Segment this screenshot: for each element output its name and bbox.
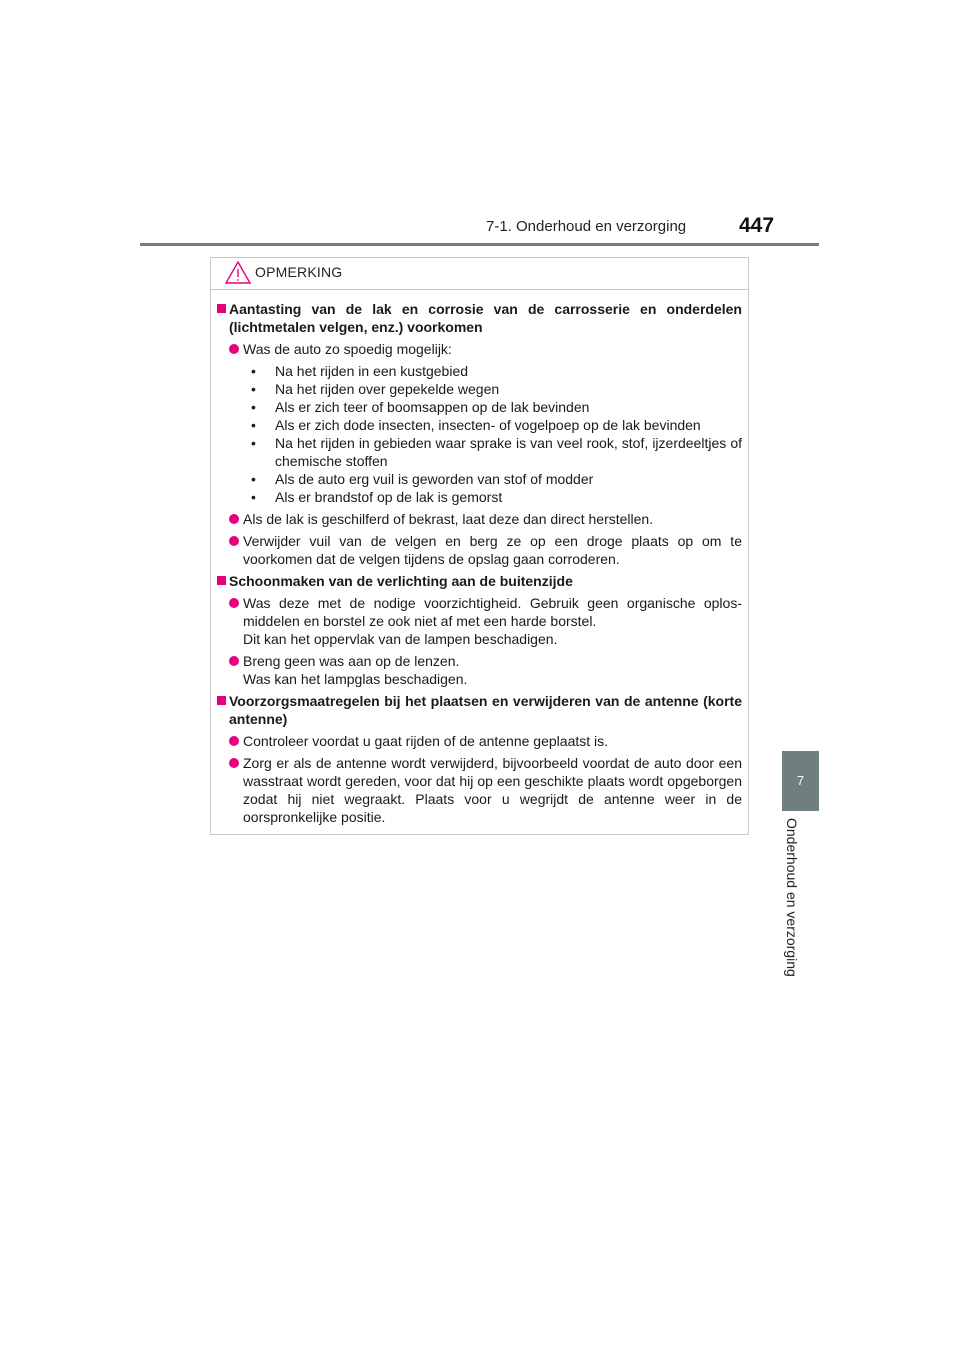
header-divider [140, 243, 819, 246]
list-item: Was de auto zo spoedig mogelijk: [217, 340, 742, 358]
sub-list-item: • Als er zich teer of boomsappen op de lak bevinden [251, 399, 590, 415]
sub-list-item: • Als de auto erg vuil is geworden van stof of modder [251, 471, 594, 487]
section-heading: Voorzorgsmaatregelen bij het plaatsen en verwijderen van de antenne (korte antenne) [217, 692, 742, 728]
warning-triangle-icon [225, 261, 251, 284]
notice-title: OPMERKING [255, 264, 343, 280]
notice-body [211, 290, 748, 826]
page-number: 447 [739, 214, 775, 237]
square-bullet-icon [217, 576, 226, 585]
section-heading: Aantasting van de lak en corrosie van de carrosserie en onderdelen (lichtmetalen velgen, enz.) voorkomen [217, 300, 742, 336]
list-item: Was deze met de nodige voorzichtigheid. Gebruik geen organische oplosmiddelen en borstel ze ook niet af met een harde borstel. Dit kan het oppervlak van de lampen beschadigen. [217, 594, 742, 648]
circle-bullet-icon [229, 536, 239, 546]
list-item: Als de lak is geschilferd of bekrast, laat deze dan direct herstellen. [217, 510, 742, 528]
circle-bullet-icon [229, 656, 239, 666]
sub-list-item: • Na het rijden in een kustgebied [251, 363, 469, 379]
square-bullet-icon [217, 304, 226, 313]
circle-bullet-icon [229, 344, 239, 354]
circle-bullet-icon [229, 736, 239, 746]
sub-list-item: • Als er zich dode insecten, insecten- of vogelpoep op de lak bevinden [251, 417, 701, 433]
list-item: Controleer voordat u gaat rijden of de antenne geplaatst is. [217, 732, 742, 750]
circle-bullet-icon [229, 758, 239, 768]
sub-list-item: • Na het rijden over gepekelde wegen [251, 381, 500, 397]
circle-bullet-icon [229, 514, 239, 524]
chapter-tab: 7 [782, 751, 819, 811]
list-item: Breng geen was aan op de lenzen. Was kan het lampglas beschadigen. [217, 652, 742, 688]
sub-list-item: • Na het rijden in gebieden waar sprake is van veel rook, stof, ijzerdeeltjes of chemische stoffen [251, 435, 742, 469]
chapter-label: Onderhoud en verzorging [784, 818, 800, 977]
list-item: Verwijder vuil van de velgen en berg ze op een droge plaats op om te voorkomen dat de velgen tijdens de opslag gaan corroderen. [217, 532, 742, 568]
sub-list [217, 362, 742, 506]
circle-bullet-icon [229, 598, 239, 608]
notice-box [210, 257, 749, 835]
square-bullet-icon [217, 696, 226, 705]
section-title: 7-1. Onderhoud en verzorging [486, 218, 687, 235]
sub-list-item: • Als er brandstof op de lak is gemorst [251, 489, 503, 505]
notice-header [211, 258, 748, 290]
list-item: Zorg er als de antenne wordt verwijderd, bijvoorbeeld voordat de auto door een wasstraat wordt gereden, voor dat hij op een geschikte plaats wordt opgeborgen zodat hij niet wegraakt. Plaats voor u wegrijdt de antenne weer in de oorspronkelijke positie. [217, 754, 742, 826]
section-heading: Schoonmaken van de verlichting aan de buitenzijde [217, 572, 742, 590]
